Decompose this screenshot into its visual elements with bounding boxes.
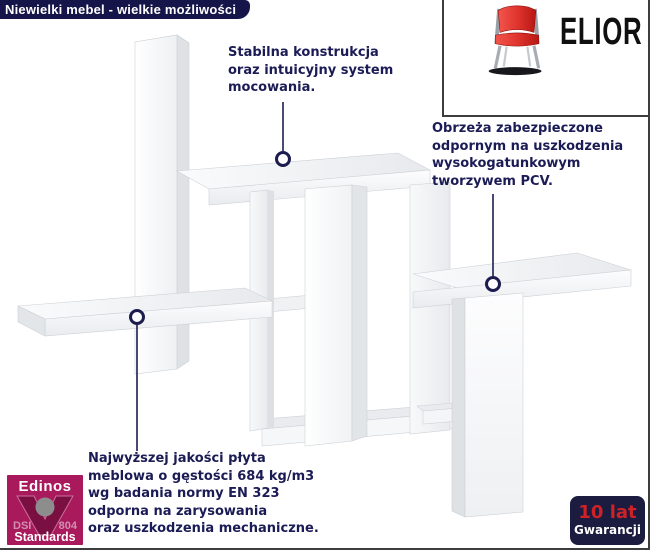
brand-wordmark: ELIOR [560, 11, 643, 53]
annotation-construction [228, 44, 393, 97]
edinos-standards-text: Standards [14, 530, 76, 544]
title-banner [0, 0, 250, 19]
annotation-line: Stabilna konstrukcja [228, 45, 379, 60]
warranty-label-text: Gwarancji [574, 523, 641, 537]
warranty-badge [570, 496, 645, 545]
annotation-line: Obrzeża zabezpieczone [432, 121, 603, 136]
edinos-brand-text: Edinos [18, 478, 72, 495]
annotation-line: Najwyższej jakości płyta [88, 451, 266, 466]
annotation-edges [432, 120, 623, 190]
edinos-certification-logo [7, 475, 83, 545]
annotation-line: oraz intuicyjny system [228, 62, 394, 78]
chair-icon [484, 3, 550, 77]
annotation-line: oraz uszkodzenia mechaniczne. [88, 521, 319, 536]
warranty-years-text: 10 lat [578, 502, 637, 523]
brand-logo-box [442, 0, 648, 117]
annotation-line: odporna na zarysowania [88, 503, 268, 519]
annotation-line: tworzywem PCV. [432, 173, 553, 189]
edinos-circle [36, 498, 55, 517]
edinos-dsi-text: DSI [13, 520, 32, 532]
annotation-board-quality [88, 450, 319, 538]
callout-dot-construction [277, 153, 290, 166]
annotation-line: wysokogatunkowym [432, 156, 581, 171]
title-banner-text: Niewielki mebel - wielkie możliwości [5, 2, 237, 17]
callout-line-construction [277, 102, 290, 166]
callout-dot-board-quality [131, 311, 144, 324]
annotation-line: odpornym na uszkodzenia [432, 138, 624, 154]
edinos-code-text: 804 [58, 520, 77, 532]
annotation-line: wg badania normy EN 323 [88, 486, 280, 501]
shelf-top-board [177, 153, 430, 205]
annotation-line: mocowania. [228, 80, 316, 95]
shelf-right-leg [452, 293, 523, 517]
annotation-line: meblowa o gęstości 684 kg/m3 [88, 468, 315, 484]
callout-dot-edges [487, 278, 500, 291]
